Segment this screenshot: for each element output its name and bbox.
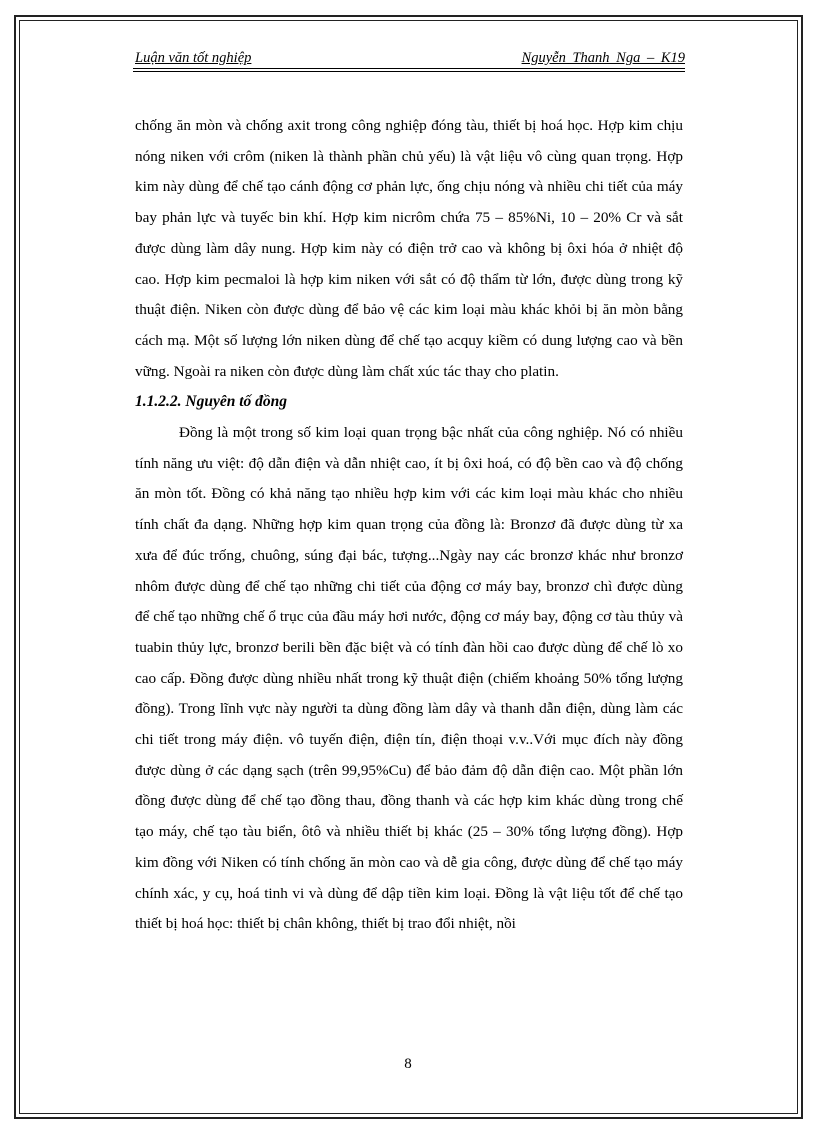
header-divider — [133, 68, 685, 69]
page-number: 8 — [404, 1056, 412, 1072]
paragraph-copper: Đồng là một trong số kim loại quan trọng bậc nhất của công nghiệp. Nó có nhiều tính năng ưu việt: độ dẫn điện và dẫn nhiệt cao, ít bị ôxi hoá, có độ bền cao và độ chống ăn mòn tốt. Đồng có khả năng tạo nhiều hợp kim với các kim loại màu khác cho nhiều tính chất đa dạng. Những hợp kim quan trọng của đồng là: Bronzơ đã được dùng từ xa xưa để đúc trống, chuông, súng đại bác, tượng...Ngày nay các bronzơ khác như bronzơ nhôm được dùng để chế tạo những chi tiết của động cơ máy bay, bronzơ chì được dùng để chế tạo những chế ổ trục của đầu máy hơi nước, động cơ máy bay, động cơ tàu thủy và tuabin thủy lực, bronzơ berili bền đặc biệt và có tính đàn hồi cao được dùng để chế lò xo cao cấp. Đồng được dùng nhiều nhất trong kỹ thuật điện (chiếm khoảng 50% tổng lượng đồng). Trong lĩnh vực này người ta dùng đồng làm dây và thanh dẫn điện, dùng làm các chi tiết trong máy điện. vô tuyến điện, điện tín, điện thoại v.v..Với mục đích này đồng được dùng ở các dạng sạch (trên 99,95%Cu) để bảo đảm độ dẫn điện cao. Một phần lớn đồng được dùng để chế tạo đồng thau, đồng thanh và các hợp kim khác dùng trong chế tạo máy, chế tạo tàu biển, ôtô và nhiều thiết bị khác (25 – 30% tổng lượng đồng). Hợp kim đồng với Niken có tính chống ăn mòn cao và dễ gia công, được dùng để chế tạo máy chính xác, y cụ, hoá tinh vi và dùng để dập tiền kim loại. Đồng là vật liệu tốt để chế tạo thiết bị hoá học: thiết bị chân không, thiết bị trao đổi nhiệt, nồi — [135, 424, 683, 933]
header-left-title: Luận văn tốt nghiệp — [135, 50, 252, 66]
header-author: Nguyễn Thanh Nga – K19 — [521, 50, 685, 66]
body-content — [135, 111, 683, 940]
section-heading: 1.1.2.2. Nguyên tố đồng — [135, 393, 287, 411]
header-divider-secondary — [133, 71, 685, 72]
page-header — [133, 50, 685, 70]
paragraph-nickel-uses: chống ăn mòn và chống axit trong công nghiệp đóng tàu, thiết bị hoá học. Hợp kim chịu nóng niken với crôm (niken là thành phần chủ yếu) là vật liệu vô cùng quan trọng. Hợp kim này dùng để chế tạo cánh động cơ phản lực, ống chịu nóng và nhiều chi tiết của máy bay phản lực và tuyếc bin khí. Hợp kim nicrôm chứa 75 – 85%Ni, 10 – 20% Cr và sắt được dùng làm dây nung. Hợp kim này có điện trở cao và không bị ôxi hóa ở nhiệt độ cao. Hợp kim pecmaloi là hợp kim niken với sắt có độ thẩm từ lớn, được dùng trong kỹ thuật điện. Niken còn được dùng để bảo vệ các kim loại màu khác khỏi bị ăn mòn bằng cách mạ. Một số lượng lớn niken dùng để chế tạo acquy kiềm có dung lượng cao và bền vững. Ngoài ra niken còn được dùng làm chất xúc tác thay cho platin. — [135, 117, 683, 380]
